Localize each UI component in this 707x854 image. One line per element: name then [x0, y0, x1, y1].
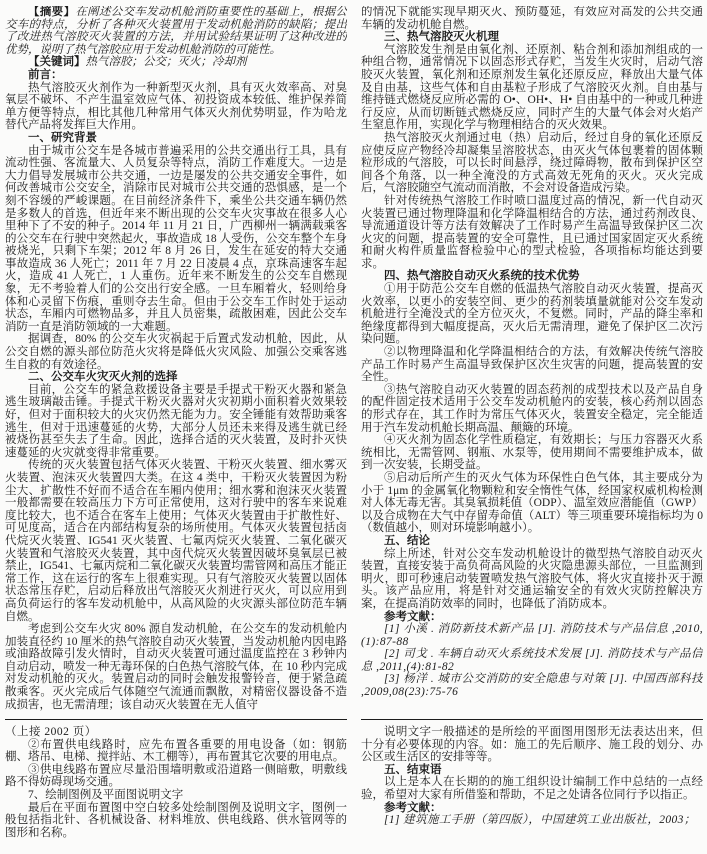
bold-label: 【关键词】 [28, 56, 86, 69]
section-heading-preface: 前言： [28, 68, 63, 81]
body-paragraph: ②以物理降温和化学降温相结合的方法，有效解决传统气溶胶产品工作时易产生高温导致保护区次生灾害的问题，提高装置的安全性。 [361, 346, 703, 384]
reference-item: [3] 杨洋 . 城市公交消防的安全隐患与对策 [J]. 中国西部科技 ,2009,08(23):75-76 [361, 673, 703, 699]
body-paragraph: ⑤启动后所产生的灭火气体为环保性白色气体，其主要成分为小于 1μm 的金属氧化物颗粒和安全惰性气体，经国家权威机构检测对人体无毒无害。其臭氧损耗值（ODP）、温室效应潜能值（GWP）以及合成物在大气中存留寿命值（ALT）等三项重要环境指标均为 0（数值越小，则对环境影响越小）。 [361, 471, 703, 535]
reference-item: [1] 建筑施工手册（第四版），中国建筑工业出版社，2003； [384, 814, 696, 827]
body-paragraph: ③热气溶胶自动灭火装置的固态药剂的成型技术以及产品自身的配件固定技术适用于公交车发动机舱内的安装，核心药剂以固态的形式存在，其工作时为常压气体灭火，装置安全稳定，完全能适用于汽车发动机舱长期高温、颠簸的环境。 [361, 383, 703, 434]
body-paragraph: 由于城市公交车是各城市普遍采用的公共交通出行工具，具有流动性强、客流量大、人员复杂等特点，消防工作难度大。一边是大力倡导发展城市公共交通，一边是屡发的公共交通安全事件，如何改善城市公交安全，消除市民对城市公共交通的恐惧感，是一个刻不容缓的严峻课题。在目前经济条件下，乘坐公共交通车辆仍然是多数人的首选，但近年来不断出现的公交车火灾事故在很多人心里种下了不安的种子。2014 年 11 月 21 日，广西柳州一辆满载乘客的公交车在行驶中突然起火，事故造成 18 人受伤，公交车整个车身被烧光，只剩下车架；2012 年 8 月 26 日，发生在延安的特大交通事故造成 36 人死亡；2011 年 7 月 22 日凌晨 4 点，京珠高速客车起火，造成 41 人死亡，1 人重伤。近年来不断发生的公交车自燃现象，无不考验着人们的公交出行安全感。一旦车厢着火，轻则给身体和心灵留下伤痕，重则夺去生命。但由于公交车工作时处于运动状态，车厢内可燃物品多，并且人员密集，疏散困难，因此公交车消防一直是消防领域的一大难题。 [5, 144, 347, 333]
body-paragraph: ④灭火剂为固态化学性质稳定，有效期长；与压力容器灭火系统相比，无需管网、钢瓶、水泵等，使用期间不需要维护成本，做到一次安装，长期受益。 [361, 434, 703, 472]
left-column [5, 6, 347, 852]
right-column [361, 6, 703, 852]
body-paragraph: 针对传统热气溶胶工作时喷口温度过高的情况，新一代自动灭火装置已通过物理降温和化学降温相结合的方法，通过药剂改良、导流通道设计等方法有效解决了工作时易产生高温导致保护区二次火灾的问题，提高装置的安全可靠性，且已通过国家固定灭火系统和耐火构件质量监督检验中心的型式检验，各项指标均能达到要求。 [361, 194, 703, 270]
body-paragraph: 热气溶胶灭火剂作为一种新型灭火剂，具有灭火效率高、对臭氧层不破坏、不产生温室效应气体、初投资成本较低、维护保养简单方便等特点，相比其他几种常用气体灭火剂优势明显，作为哈龙替代产品将发挥巨大作用。 [5, 81, 347, 132]
abstract: 【摘要】在阐述公交车发动机舱消防重要性的基础上，根据公交车的特点，分析了各种灭火装置用于发动机舱消防的缺陷；提出了改进热气溶胶灭火装置的方法，并用试验结果证明了这种改进的优势，说明了热气溶胶应用于发动机舱消防的可能性。 [5, 6, 347, 56]
continuation-paragraph: 最后在平面布置图中空白较多处绘制图例及说明文字，图例一般包括指北针、各机械设备、材料堆放、供电线路、供水管网等的图形和名称。 [5, 801, 347, 839]
section-heading-2: 二、公交车火灾灭火剂的选择 [28, 371, 178, 384]
continuation-paragraph: 说明文字一般描述的是所绘的平面图用图形无法表达出来，但十分有必要体现的内容。如：施工的先后顺序、施工段的划分、办公区或生活区的安排等等。 [361, 726, 703, 764]
references-heading: 参考文献： [384, 610, 442, 623]
body-paragraph: 目前，公交车的紧急救援设备主要是手提式干粉灭火器和紧急逃生玻璃敲击锤。手提式干粉灭火器对火灾初期小面积着火效果较好，但对于面积较大的火灾仍然无能为力。安全锤能有效帮助乘客逃生，但对于迅速蔓延的火势，大部分人员还未来得及逃生就已经被烧伤甚至失去了生命。因此，选择合适的灭火装置，及时扑灭快速蔓延的火灾就变得非常重要。 [5, 383, 347, 459]
keywords: 【关键词】热气溶胶；公交；灭火；冷却剂 [28, 56, 247, 69]
body-paragraph: 传统的灭火装置包括气体灭火装置、干粉灭火装置、细水雾灭火装置、泡沫灭火装置四大类。在这 4 类中，干粉灭火装置因为粉尘大、扩散性不好而不适合在车厢内使用；细水雾和泡沫灭火装置一般都需要在较高压力下方可正常使用，这对行驶中的客车来说难度比较大，也不适合在客车上使用；气体灭火装置由于扩散性好、可见度高，适合在内部结构复杂的场所使用。气体灭火装置包括卤代烷灭火装置、IG541 灭火装置、七氟丙烷灭火装置、二氧化碳灭火装置和气溶胶灭火装置，其中卤代烷灭火装置因破坏臭氧层已被禁止，IG541、七氟丙烷和二氧化碳灭火装置均需管网和高压才能正常工作，这在运行的客车上很难实现。只有气溶胶灭火装置以固体状态常压存贮，启动后释放出气溶胶灭火剂进行灭火，可以应用到高负荷运行的客车发动机舱中，从高风险的火灾源头部位防范车辆自燃。 [5, 459, 347, 623]
references-heading: 参考文献： [384, 801, 442, 814]
left-main-article [5, 6, 347, 719]
body-paragraph: 气溶胶发生剂是由氧化剂、还原剂、粘合剂和添加剂组成的一种组合物，通常情况下以固态形式存贮，当发生火灾时，启动气溶胶灭火装置，氧化剂和还原剂发生氧化还原反应，释放出大量气体及自由基，这些气体和自由基粒子形成了气溶胶灭火剂。自由基与维持链式燃烧反应所必需的 O•、OH•、H• 自由基中的一种或几种进行反应，从而切断链式燃烧反应，同时产生的大量气体会对火焰产生窒息作用，实现化学与物理相结合的灭火效果。 [361, 43, 703, 132]
continuation-paragraph: 的情况下就能实现早期灭火、预防蔓延，有效应对高发的公共交通车辆的发动机舱自燃。 [361, 6, 703, 31]
continuation-paragraph: 以上是本人在长期的的施工组织设计编制工作中总结的一点经验，希望对大家有所借鉴和帮助，不足之处请各位同行予以指正。 [361, 776, 703, 801]
continued-from-note: （上接 2002 页） [5, 726, 97, 738]
left-continuation-section [5, 719, 347, 852]
section-heading-5: 五、结论 [384, 534, 430, 547]
body-paragraph: 据调查，80% 的公交车火灾祸起于后置式发动机舱，因此，从公交自燃的源头部位防范火灾将是降低火灾风险、加强公交乘客逃生自救的有效途径。 [5, 333, 347, 371]
section-heading-conclusion: 五、结束语 [384, 763, 442, 776]
bold-label: 【摘要】 [28, 6, 76, 18]
continuation-paragraph: ②布置供电线路时，应先布置各重要的用电设备（如：钢筋棚、塔吊、电梯、搅拌站、木工棚等），再布置其它次要的用电点。 [5, 738, 347, 764]
right-continuation-section [361, 719, 703, 852]
body-paragraph: 综上所述，针对公交车发动机舱设计的微型热气溶胶自动灭火装置，直接安装于高负荷高风险的火灾隐患源头部位，一旦监测到明火，即可秒速启动装置喷发热气溶胶气体，将火灾直接扑灭于源头。该产品应用，将是针对交通运输安全的有效火灾防控解决方案，在提高消防效率的同时，也降低了消防成本。 [361, 547, 703, 610]
body-paragraph: 考虑到公交车火灾 80% 源自发动机舱，在公交车的发动机舱内加装直径约 10 厘米的热气溶胶自动灭火装置，当发动机舱内因电路或油路故障引发火情时，自动灭火装置可通过温度监控在 3 秒钟内自动启动，喷发一种无毒环保的白色热气溶胶气体，在 10 秒内完成对发动机舱的灭火。装置启动的同时会触发报警铃音，便于紧急疏散乘客。灭火完成后气体随空气流通而飘散，对精密仪器设备不造成损害，也无需清理；该自动灭火装置在无人值守 [5, 623, 347, 711]
section-heading-4: 四、热气溶胶自动灭火系统的技术优势 [384, 270, 580, 283]
continuation-paragraph: ③供电线路布置应尽量沿围墙明敷或沿道路一侧暗敷，明敷线路不得妨碍现场交通。 [5, 763, 347, 789]
section-heading-1: 一、研究背景 [28, 131, 97, 144]
continuation-subheading: 7、绘制图例及平面图说明文字 [28, 788, 184, 801]
reference-item: [1] 小溪 . 消防新技术新产品 [J]. 消防技术与产品信息 ,2010,(1):87-88 [361, 623, 703, 648]
section-heading-3: 三、热气溶胶灭火机理 [384, 31, 499, 44]
right-main-article [361, 6, 703, 719]
body-paragraph: ①用于防范公交车自燃的低温热气溶胶自动灭火装置，提高灭火效率，以更小的安装空间、更少的药剂装填量就能对公交车发动机舱进行全淹没式的全方位灭火，不复燃。同时，产品的降尘率和绝缘度都得到大幅度提高，灭火后无需清理，避免了保护区二次污染问题。 [361, 283, 703, 346]
reference-item: [2] 司戈 . 车辆自动灭火系统技术发展 [J]. 消防技术与产品信息 ,2011,(4):81-82 [361, 648, 703, 673]
body-paragraph: 热气溶胶灭火剂通过电（热）启动后，经过自身的氧化还原反应使反应产物经冷却凝集呈溶胶状态，由灭火气体包裹着的固体颗粒形成的气溶胶，可以长时间悬浮，绕过障碍物，散布到保护区空间各个角落，以一种全淹没的方式高效无死角的灭火。灭火完成后，气溶胶随空气流动而消散，不会对设备造成污染。 [361, 131, 703, 195]
